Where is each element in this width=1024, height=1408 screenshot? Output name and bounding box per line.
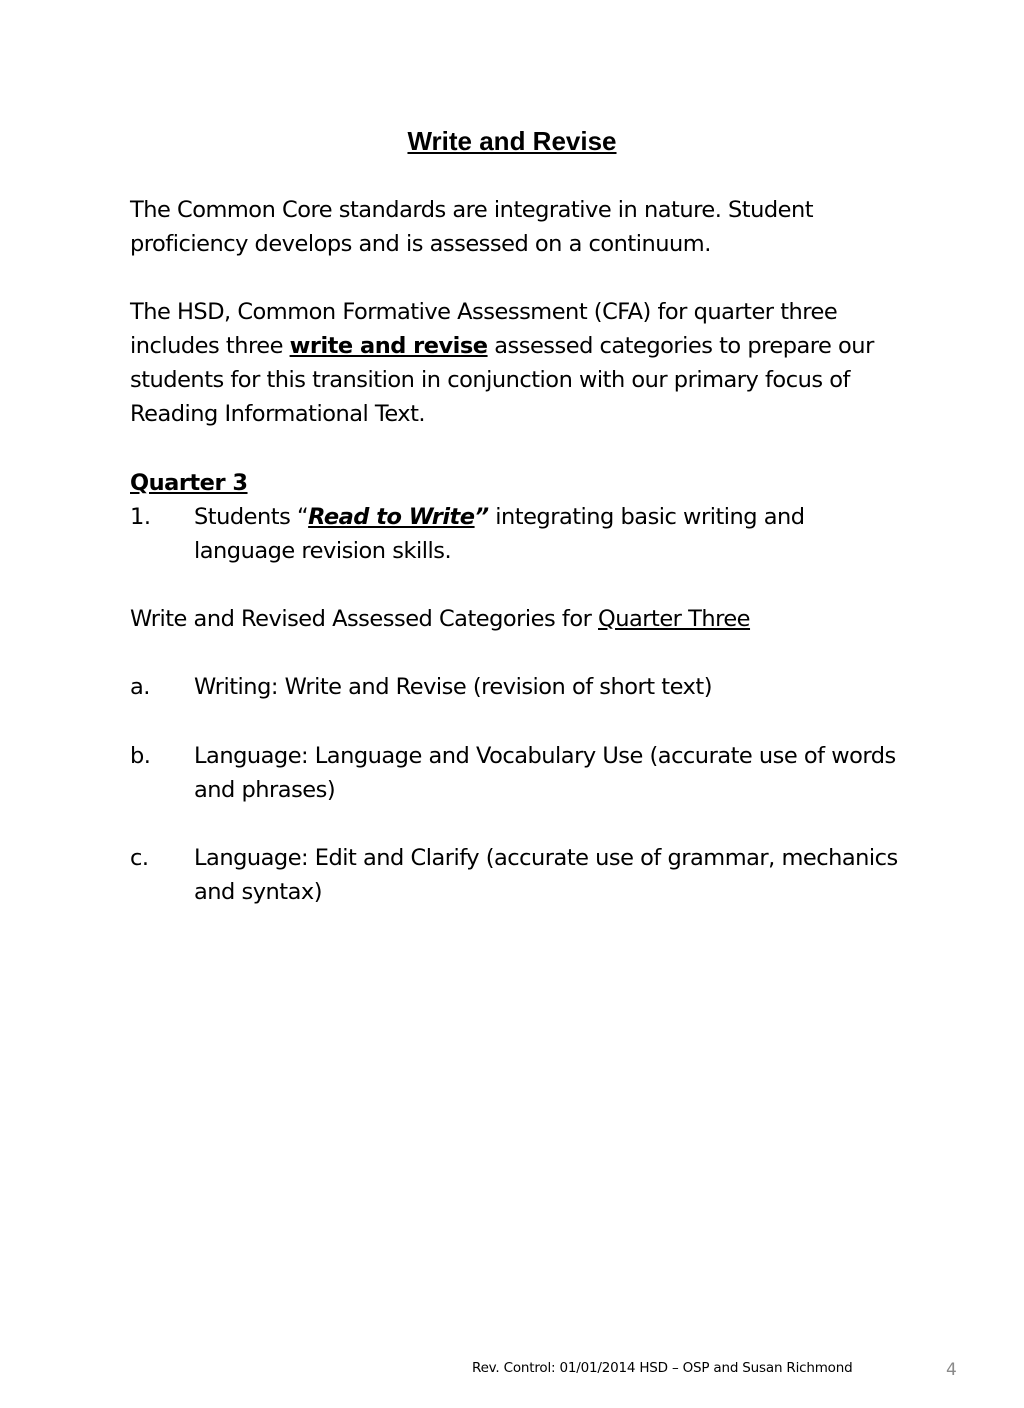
category-marker: c. [130, 845, 149, 871]
category-item-b [130, 739, 910, 807]
write-and-revise-emphasis: write and revise [289, 333, 488, 359]
page-title: Write and Revise [407, 126, 617, 156]
page-number: 4 [946, 1360, 957, 1380]
list-marker: 1. [130, 504, 151, 530]
list-item-text-end: integrating basic writing and language revision skills. [194, 504, 805, 564]
numbered-list-item [130, 500, 910, 568]
quarter-three-emphasis: Quarter Three [598, 606, 751, 632]
category-text: Language: Edit and Clarify (accurate use of grammar, mechanics and syntax) [194, 845, 898, 905]
quarter-heading: Quarter 3 [130, 470, 248, 496]
categories-intro [130, 602, 910, 636]
cfa-paragraph [130, 295, 910, 431]
category-text: Language: Language and Vocabulary Use (accurate use of words and phrases) [194, 743, 896, 803]
category-marker: a. [130, 674, 150, 700]
category-item-c [130, 841, 910, 909]
category-text: Writing: Write and Revise (revision of short text) [194, 674, 712, 700]
read-to-write-emphasis: Read to Write [308, 504, 475, 530]
cfa-paragraph-text-start: The HSD, Common Formative Assessment (CFA) for quarter three includes three [130, 299, 838, 359]
category-item-a [130, 670, 910, 704]
revision-footer: Rev. Control: 01/01/2014 HSD – OSP and Susan Richmond [472, 1360, 853, 1376]
cfa-paragraph-text-end: assessed categories to prepare our students for this transition in conjunction with our primary focus of Reading Informational Text. [130, 333, 874, 427]
closing-quote: ” [474, 504, 489, 530]
categories-intro-text: Write and Revised Assessed Categories for [130, 606, 598, 632]
category-marker: b. [130, 743, 151, 769]
list-item-text-start: Students “ [194, 504, 309, 530]
intro-paragraph: The Common Core standards are integrative in nature. Student proficiency develops and is assessed on a continuum. [130, 197, 814, 257]
list-item-text [194, 500, 910, 568]
